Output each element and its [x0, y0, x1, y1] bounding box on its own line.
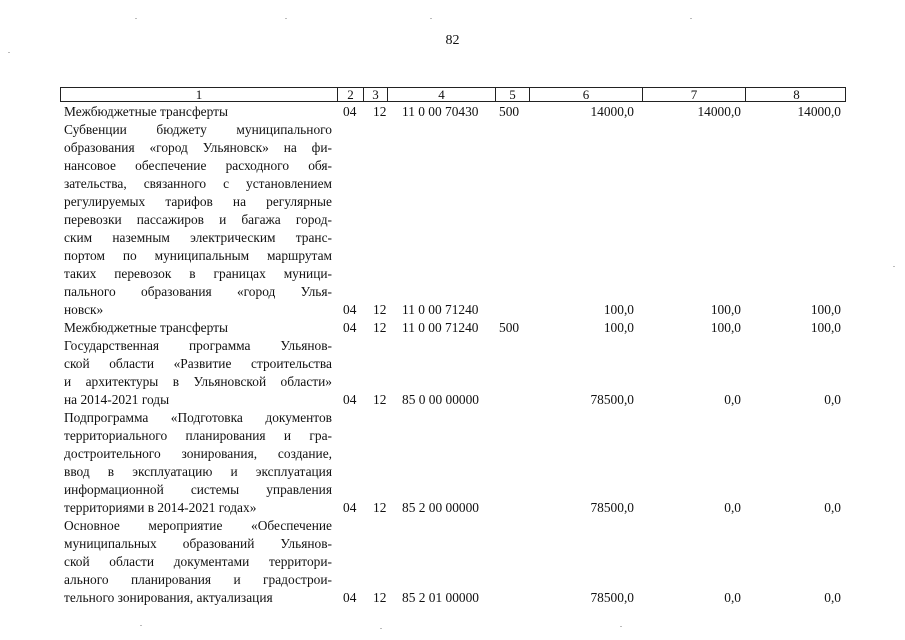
description-line: ской области документами территори- [64, 554, 332, 569]
amount-col-6: 14000,0 [590, 104, 634, 119]
description-line: образования «город Ульяновск» на фи- [64, 140, 332, 155]
amount-col-7: 0,0 [724, 500, 741, 515]
amount-col-7: 0,0 [724, 392, 741, 407]
header-col-6: 6 [529, 88, 642, 101]
amount-col-8: 0,0 [824, 500, 841, 515]
expense-type-code: 500 [499, 320, 520, 335]
subsection-code: 12 [373, 104, 387, 119]
section-code: 04 [343, 590, 357, 605]
target-article-code: 11 0 00 71240 [402, 320, 479, 335]
header-col-1: 1 [195, 87, 203, 102]
description-line: Подпрограмма «Подготовка документов [64, 410, 332, 425]
header-col-7: 7 [642, 88, 745, 101]
table-row [0, 409, 905, 517]
amount-col-8: 100,0 [810, 302, 841, 317]
description-line: территориального планирования и гра- [64, 428, 332, 443]
description-line: перевозки пассажиров и багажа город- [64, 212, 332, 227]
amount-col-8: 0,0 [824, 392, 841, 407]
description-line: Межбюджетные трансферты [64, 320, 228, 335]
description-line: таких перевозок в границах муници- [64, 266, 332, 281]
description-line: нансовое обеспечение расходного обя- [64, 158, 332, 173]
row-description [64, 121, 332, 319]
description-line: пального образования «город Улья- [64, 284, 332, 299]
row-values [0, 301, 905, 319]
row-values [0, 391, 905, 409]
subsection-code: 12 [373, 392, 387, 407]
amount-col-8: 14000,0 [797, 104, 841, 119]
header-col-4: 4 [387, 88, 495, 101]
description-line: Государственная программа Ульянов- [64, 338, 332, 353]
table-row [0, 319, 905, 337]
header-col-3: 3 [363, 88, 387, 101]
table-row [0, 121, 905, 319]
expense-type-code: 500 [499, 104, 520, 119]
amount-col-7: 100,0 [710, 320, 741, 335]
amount-col-6: 100,0 [603, 320, 634, 335]
target-article-code: 11 0 00 71240 [402, 302, 479, 317]
subsection-code: 12 [373, 590, 387, 605]
amount-col-7: 0,0 [724, 590, 741, 605]
description-line: ального планирования и градострои- [64, 572, 332, 587]
description-line: Межбюджетные трансферты [64, 104, 228, 119]
description-line: Основное мероприятие «Обеспечение [64, 518, 332, 533]
table-row [0, 103, 905, 121]
section-code: 04 [343, 392, 357, 407]
description-line: регулируемых тарифов на регулярные [64, 194, 332, 209]
subsection-code: 12 [373, 320, 387, 335]
description-line: на 2014-2021 годы [64, 392, 170, 407]
row-values [0, 319, 905, 337]
row-values [0, 589, 905, 607]
table-header [60, 87, 846, 102]
description-line: муниципальных образований Ульянов- [64, 536, 332, 551]
section-code: 04 [343, 302, 357, 317]
amount-col-7: 100,0 [710, 302, 741, 317]
description-line: тельного зонирования, актуализация [64, 590, 273, 605]
table-row [0, 337, 905, 409]
header-col-5: 5 [495, 88, 529, 101]
row-values [0, 103, 905, 121]
page-number: 82 [445, 33, 460, 48]
description-line: Субвенции бюджету муниципального [64, 122, 332, 137]
amount-col-6: 100,0 [603, 302, 634, 317]
description-line: ской области «Развитие строительства [64, 356, 332, 371]
target-article-code: 11 0 00 70430 [402, 104, 479, 119]
description-line: достроительного зонирования, создание, [64, 446, 332, 461]
amount-col-6: 78500,0 [590, 590, 634, 605]
amount-col-6: 78500,0 [590, 500, 634, 515]
header-col-8: 8 [745, 88, 847, 101]
target-article-code: 85 2 01 00000 [402, 590, 479, 605]
amount-col-7: 14000,0 [697, 104, 741, 119]
target-article-code: 85 2 00 00000 [402, 500, 479, 515]
subsection-code: 12 [373, 500, 387, 515]
amount-col-6: 78500,0 [590, 392, 634, 407]
description-line: информационной системы управления [64, 482, 332, 497]
description-line: и архитектуры в Ульяновской области» [64, 374, 332, 389]
description-line: портом по муниципальным маршрутам [64, 248, 332, 263]
description-line: новск» [64, 302, 104, 317]
description-line: ввод в эксплуатацию и эксплуатация [64, 464, 332, 479]
section-code: 04 [343, 500, 357, 515]
description-line: территориями в 2014-2021 годах» [64, 500, 257, 515]
amount-col-8: 100,0 [810, 320, 841, 335]
target-article-code: 85 0 00 00000 [402, 392, 479, 407]
amount-col-8: 0,0 [824, 590, 841, 605]
header-col-2: 2 [337, 88, 363, 101]
description-line: зательства, связанного с установлением [64, 176, 332, 191]
row-values [0, 499, 905, 517]
table-row [0, 517, 905, 607]
section-code: 04 [343, 104, 357, 119]
section-code: 04 [343, 320, 357, 335]
subsection-code: 12 [373, 302, 387, 317]
description-line: ским наземным электрическим транс- [64, 230, 332, 245]
